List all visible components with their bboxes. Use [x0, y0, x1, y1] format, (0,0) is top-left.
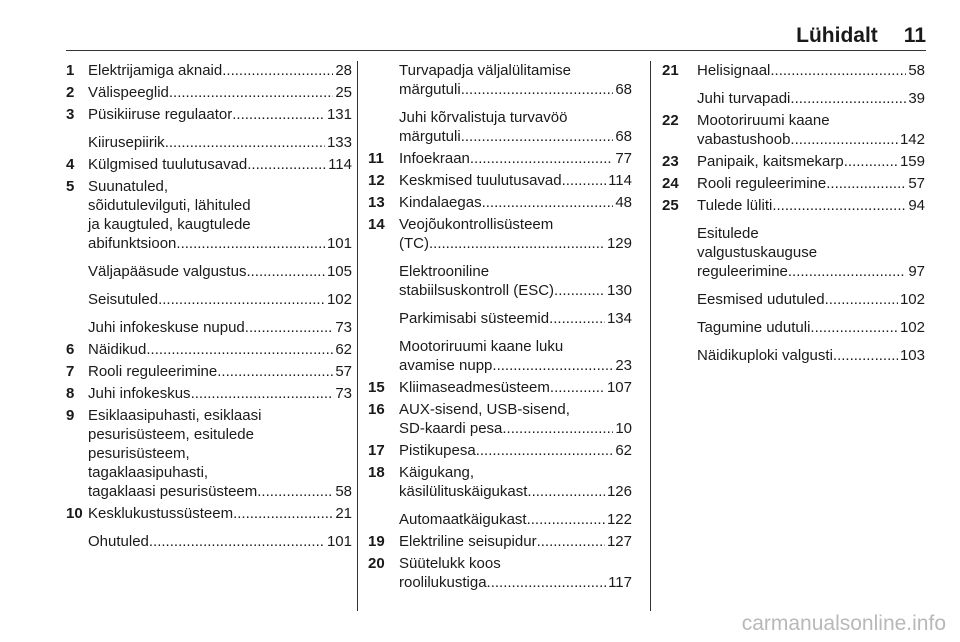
index-entry: [66, 177, 352, 253]
index-entry: [66, 155, 352, 174]
entry-page: 117: [608, 574, 632, 591]
entry-page: 94: [908, 197, 925, 214]
dot-leader: [492, 356, 613, 375]
index-entry: [662, 61, 925, 80]
dot-leader: [165, 133, 325, 152]
entry-text: Kiirusepiirik: [88, 134, 165, 151]
dot-leader: [826, 174, 906, 193]
entry-text: Eesmised udutuled: [697, 291, 825, 308]
entry-text: Käigukang,: [399, 464, 475, 481]
entry-number: 19: [368, 533, 385, 550]
entry-text: käsilülituskäigukast: [399, 483, 528, 500]
index-entry: [662, 224, 925, 281]
entry-text: valgustuskauguse: [697, 244, 818, 261]
entry-text: pesurisüsteem,: [88, 445, 190, 462]
entry-number: 7: [66, 363, 75, 380]
index-entry: [368, 193, 632, 212]
dot-leader: [461, 80, 614, 99]
dot-leader: [502, 419, 613, 438]
entry-page: 73: [335, 319, 352, 336]
index-entry: [66, 318, 352, 337]
entry-number: 24: [662, 175, 679, 192]
dot-leader: [549, 309, 605, 328]
entry-page: 131: [326, 106, 352, 123]
column-divider: [357, 61, 358, 611]
entry-number: 3: [66, 106, 75, 123]
entry-text: Suunatuled,: [88, 178, 169, 195]
index-entry: [368, 61, 632, 99]
entry-text: (TC): [399, 235, 429, 252]
dot-leader: [191, 384, 334, 403]
dot-leader: [257, 482, 333, 501]
entry-text: ja kaugtuled, kaugtulede: [88, 216, 251, 233]
entry-text: Ohutuled: [88, 533, 149, 550]
dot-leader: [487, 573, 607, 592]
entry-text: vabastushoob: [697, 131, 791, 148]
entry-text: avamise nupp: [399, 357, 493, 374]
entry-page: 107: [606, 379, 632, 396]
entry-page: 105: [326, 263, 352, 280]
index-entry: [66, 362, 352, 381]
entry-page: 39: [908, 90, 925, 107]
entry-page: 62: [615, 442, 632, 459]
index-entry: [368, 215, 632, 253]
entry-number: 22: [662, 112, 679, 129]
entry-number: 8: [66, 385, 75, 402]
entry-text: Mootoriruumi kaane: [697, 112, 830, 129]
entry-page: 129: [606, 235, 632, 252]
entry-page: 101: [326, 533, 352, 550]
dot-leader: [790, 89, 906, 108]
entry-page: 134: [606, 310, 632, 327]
entry-number: 18: [368, 464, 385, 481]
dot-leader: [550, 378, 605, 397]
index-entry: [662, 196, 925, 215]
entry-page: 68: [615, 81, 632, 98]
entry-text: Külgmised tuulutusavad: [88, 156, 248, 173]
entry-text: Süütelukk koos: [399, 555, 501, 572]
entry-page: 159: [899, 153, 925, 170]
index-entry: [66, 133, 352, 152]
index-entry: [66, 384, 352, 403]
entry-text: Veojõukontrollisüsteem: [399, 216, 554, 233]
dot-leader: [844, 152, 898, 171]
entry-text: Esitulede: [697, 225, 759, 242]
index-entry: [662, 290, 925, 309]
dot-leader: [146, 340, 333, 359]
index-entry: [368, 463, 632, 501]
dot-leader: [833, 346, 898, 365]
index-column-2: [368, 61, 632, 595]
entry-text: AUX-sisend, USB-sisend,: [399, 401, 570, 418]
entry-text: Kindalaegas: [399, 194, 482, 211]
entry-text: Näidikuploki valgusti: [697, 347, 833, 364]
entry-page: 73: [335, 385, 352, 402]
dot-leader: [537, 532, 605, 551]
entry-number: 12: [368, 172, 385, 189]
entry-text: Helisignaal: [697, 62, 771, 79]
dot-leader: [562, 171, 606, 190]
entry-text: tagaklaasi pesurisüsteem: [88, 483, 258, 500]
entry-text: pesurisüsteem, esitulede: [88, 426, 254, 443]
index-entry: [66, 504, 352, 523]
index-entry: [662, 89, 925, 108]
entry-page: 25: [335, 84, 352, 101]
entry-number: 4: [66, 156, 75, 173]
dot-leader: [554, 281, 605, 300]
dot-leader: [169, 83, 333, 102]
entry-number: 17: [368, 442, 385, 459]
dot-leader: [232, 105, 325, 124]
entry-page: 48: [615, 194, 632, 211]
entry-page: 28: [335, 62, 352, 79]
dot-leader: [245, 318, 334, 337]
entry-text: märgutuli: [399, 128, 461, 145]
entry-number: 23: [662, 153, 679, 170]
index-entry: [662, 346, 925, 365]
index-column-1: [66, 61, 352, 554]
index-entry: [368, 149, 632, 168]
entry-text: Tulede lüliti: [697, 197, 773, 214]
entry-number: 20: [368, 555, 385, 572]
header-rule: [66, 50, 926, 51]
index-entry: [368, 441, 632, 460]
entry-text: Infoekraan: [399, 150, 470, 167]
dot-leader: [233, 504, 333, 523]
column-divider: [650, 61, 651, 611]
entry-number: 9: [66, 407, 75, 424]
entry-page: 58: [908, 62, 925, 79]
entry-page: 102: [899, 291, 925, 308]
index-entry: [66, 83, 352, 102]
watermark: carmanualsonline.info: [741, 612, 946, 635]
entry-page: 133: [326, 134, 352, 151]
dot-leader: [222, 61, 333, 80]
index-entry: [368, 400, 632, 438]
index-entry: [368, 510, 632, 529]
entry-text: Juhi turvapadi: [697, 90, 791, 107]
index-entry: [662, 318, 925, 337]
entry-number: 10: [66, 505, 83, 522]
entry-page: 62: [335, 341, 352, 358]
entry-page: 122: [606, 511, 632, 528]
entry-text: SD-kaardi pesa: [399, 420, 503, 437]
index-column-3: [662, 61, 925, 368]
entry-text: Väljapääsude valgustus: [88, 263, 247, 280]
entry-page: 130: [606, 282, 632, 299]
index-entry: [66, 105, 352, 124]
entry-text: Elektrijamiga aknaid: [88, 62, 223, 79]
entry-text: Esiklaasipuhasti, esiklaasi: [88, 407, 262, 424]
entry-text: Rooli reguleerimine: [88, 363, 218, 380]
entry-text: Pistikupesa: [399, 442, 476, 459]
dot-leader: [790, 130, 898, 149]
entry-page: 58: [335, 483, 352, 500]
entry-text: märgutuli: [399, 81, 461, 98]
entry-text: abifunktsioon: [88, 235, 177, 252]
entry-text: Näidikud: [88, 341, 147, 358]
entry-text: Juhi infokeskuse nupud: [88, 319, 245, 336]
entry-text: tagaklaasipuhasti,: [88, 464, 209, 481]
entry-text: Juhi kõrvalistuja turvavöö: [399, 109, 568, 126]
entry-number: 21: [662, 62, 679, 79]
entry-text: Kliimaseadmesüsteem: [399, 379, 550, 396]
entry-text: Keskmised tuulutusavad: [399, 172, 562, 189]
dot-leader: [461, 127, 614, 146]
index-entry: [368, 554, 632, 592]
entry-page: 57: [335, 363, 352, 380]
entry-number: 1: [66, 62, 75, 79]
entry-text: Automaatkäigukast: [399, 511, 527, 528]
entry-text: roolilukustiga: [399, 574, 487, 591]
index-entry: [368, 171, 632, 190]
entry-text: sõidutulevilguti, lähituled: [88, 197, 251, 214]
index-entry: [368, 337, 632, 375]
index-entry: [368, 378, 632, 397]
entry-page: 102: [326, 291, 352, 308]
dot-leader: [810, 318, 898, 337]
entry-text: Välispeeglid: [88, 84, 169, 101]
entry-page: 57: [908, 175, 925, 192]
entry-page: 97: [908, 263, 925, 280]
entry-page: 77: [615, 150, 632, 167]
entry-text: Kesklukustussüsteem: [88, 505, 234, 522]
dot-leader: [482, 193, 614, 212]
index-entry: [368, 532, 632, 551]
entry-number: 2: [66, 84, 75, 101]
index-entry: [662, 174, 925, 193]
dot-leader: [217, 362, 333, 381]
dot-leader: [770, 61, 906, 80]
entry-text: reguleerimine: [697, 263, 788, 280]
entry-page: 21: [335, 505, 352, 522]
entry-text: Panipaik, kaitsmekarp: [697, 153, 844, 170]
entry-page: 114: [608, 172, 632, 189]
entry-number: 14: [368, 216, 385, 233]
index-entry: [662, 152, 925, 171]
entry-number: 25: [662, 197, 679, 214]
dot-leader: [149, 532, 325, 551]
entry-number: 6: [66, 341, 75, 358]
dot-leader: [158, 290, 325, 309]
entry-page: 142: [899, 131, 925, 148]
index-entry: [662, 111, 925, 149]
index-entry: [66, 262, 352, 281]
index-entry: [66, 340, 352, 359]
dot-leader: [527, 482, 605, 501]
index-entry: [66, 406, 352, 501]
entry-text: Tagumine udutuli: [697, 319, 811, 336]
entry-page: 103: [899, 347, 925, 364]
dot-leader: [527, 510, 605, 529]
entry-number: 16: [368, 401, 385, 418]
entry-text: Elektrooniline: [399, 263, 490, 280]
entry-page: 68: [615, 128, 632, 145]
dot-leader: [470, 149, 613, 168]
index-entry: [66, 532, 352, 551]
entry-page: 10: [615, 420, 632, 437]
entry-page: 126: [606, 483, 632, 500]
entry-page: 127: [606, 533, 632, 550]
dot-leader: [476, 441, 614, 460]
entry-text: Mootoriruumi kaane luku: [399, 338, 564, 355]
entry-number: 13: [368, 194, 385, 211]
index-entry: [368, 309, 632, 328]
entry-page: 114: [328, 156, 352, 173]
entry-text: Juhi infokeskus: [88, 385, 191, 402]
section-title: Lühidalt: [796, 24, 878, 47]
index-entry: [368, 262, 632, 300]
dot-leader: [176, 234, 325, 253]
index-entry: [66, 290, 352, 309]
entry-number: 5: [66, 178, 75, 195]
dot-leader: [247, 155, 326, 174]
dot-leader: [772, 196, 906, 215]
dot-leader: [429, 234, 605, 253]
entry-text: Parkimisabi süsteemid: [399, 310, 550, 327]
entry-page: 101: [326, 235, 352, 252]
entry-text: Seisutuled: [88, 291, 159, 308]
dot-leader: [246, 262, 325, 281]
entry-text: Rooli reguleerimine: [697, 175, 827, 192]
entry-text: Püsikiiruse regulaator: [88, 106, 233, 123]
entry-number: 15: [368, 379, 385, 396]
page-header: [796, 24, 926, 48]
entry-number: 11: [368, 150, 384, 167]
page-number: 11: [903, 24, 926, 47]
index-entry: [66, 61, 352, 80]
entry-text: Turvapadja väljalülitamise: [399, 62, 572, 79]
entry-text: stabiilsuskontroll (ESC): [399, 282, 555, 299]
index-entry: [368, 108, 632, 146]
entry-page: 102: [899, 319, 925, 336]
dot-leader: [788, 262, 906, 281]
dot-leader: [825, 290, 898, 309]
entry-text: Elektriline seisupidur: [399, 533, 537, 550]
entry-page: 23: [615, 357, 632, 374]
